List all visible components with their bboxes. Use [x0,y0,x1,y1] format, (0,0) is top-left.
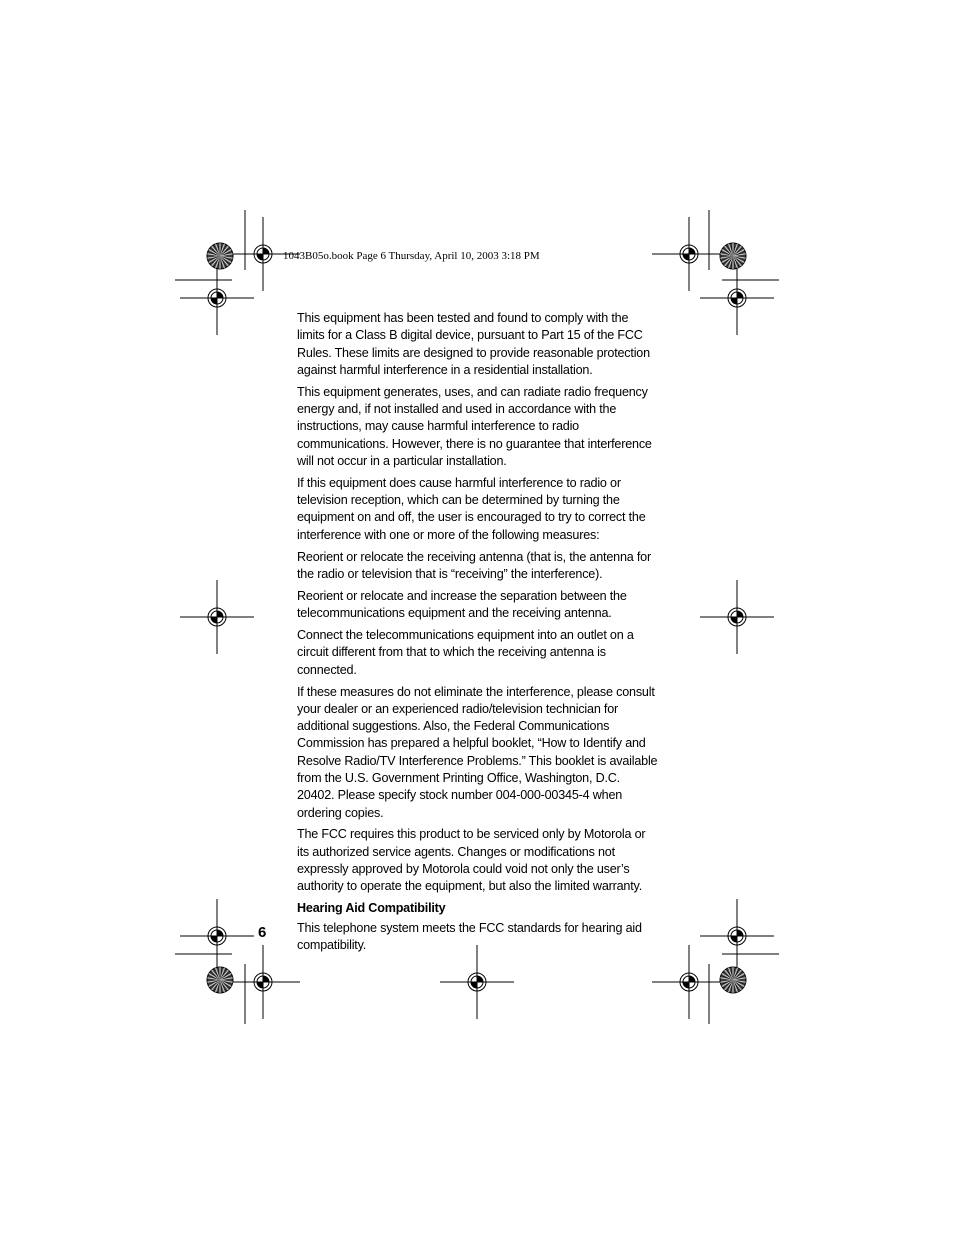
slug-line: 1043B05o.book Page 6 Thursday, April 10, 2003 3:18 PM [283,250,540,262]
registration-mark [652,217,726,291]
paragraph: If these measures do not eliminate the interference, please consult your dealer or an experienced radio/television technician for additional suggestions. Also, the Federal Communications Commission has prepared a helpful booklet, “How to Identify and Resolve Radio/TV Interference Problems.” This booklet is available from the U.S. Government Printing Office, Washington, D.C. 20402. Please specify stock number 004-000-00345-4 when ordering copies. [297,684,658,820]
starburst-mark [207,967,233,993]
registration-mark [226,945,300,1019]
registration-mark [180,899,254,973]
paragraph: If this equipment does cause harmful interference to radio or television reception, which can be determined by turning the equipment on and off, the user is encouraged to try to correct the interference with one or more of the following measures: [297,475,646,542]
registration-mark [700,899,774,973]
paragraph: This equipment has been tested and found to comply with the limits for a Class B digital device, pursuant to Part 15 of the FCC Rules. These limits are designed to provide reasonable protection against harmful interference in a residential installation. [297,311,650,377]
paragraph: This telephone system meets the FCC standards for hearing aid compatibility. [297,921,642,953]
starburst-mark [207,243,233,269]
page-number: 6 [258,924,267,941]
starburst-mark [720,243,746,269]
text-column [297,310,659,959]
starburst-mark [720,967,746,993]
paragraph: Reorient or relocate the receiving antenna (that is, the antenna for the radio or television that is “receiving” the interference). [297,549,651,581]
section-heading: Hearing Aid Compatibility [297,901,446,916]
paragraph: Connect the telecommunications equipment into an outlet on a circuit different from that to which the receiving antenna is connected. [297,628,634,677]
paragraph: Reorient or relocate and increase the separation between the telecommunications equipment and the receiving antenna. [297,588,627,621]
registration-mark [180,580,254,654]
paragraph: The FCC requires this product to be serviced only by Motorola or its authorized service agents. Changes or modifications not expressly approved by Motorola could void not only the user’s authority to operate the equipment, but also the limited warranty. [297,827,646,894]
registration-mark [180,261,254,335]
registration-mark [700,580,774,654]
registration-mark [652,945,726,1019]
registration-mark [700,261,774,335]
paragraph: This equipment generates, uses, and can radiate radio frequency energy and, if not installed and used in accordance with the instructions, may cause harmful interference to radio communications. However, there is no guarantee that interference will not occur in a particular installation. [297,384,652,468]
